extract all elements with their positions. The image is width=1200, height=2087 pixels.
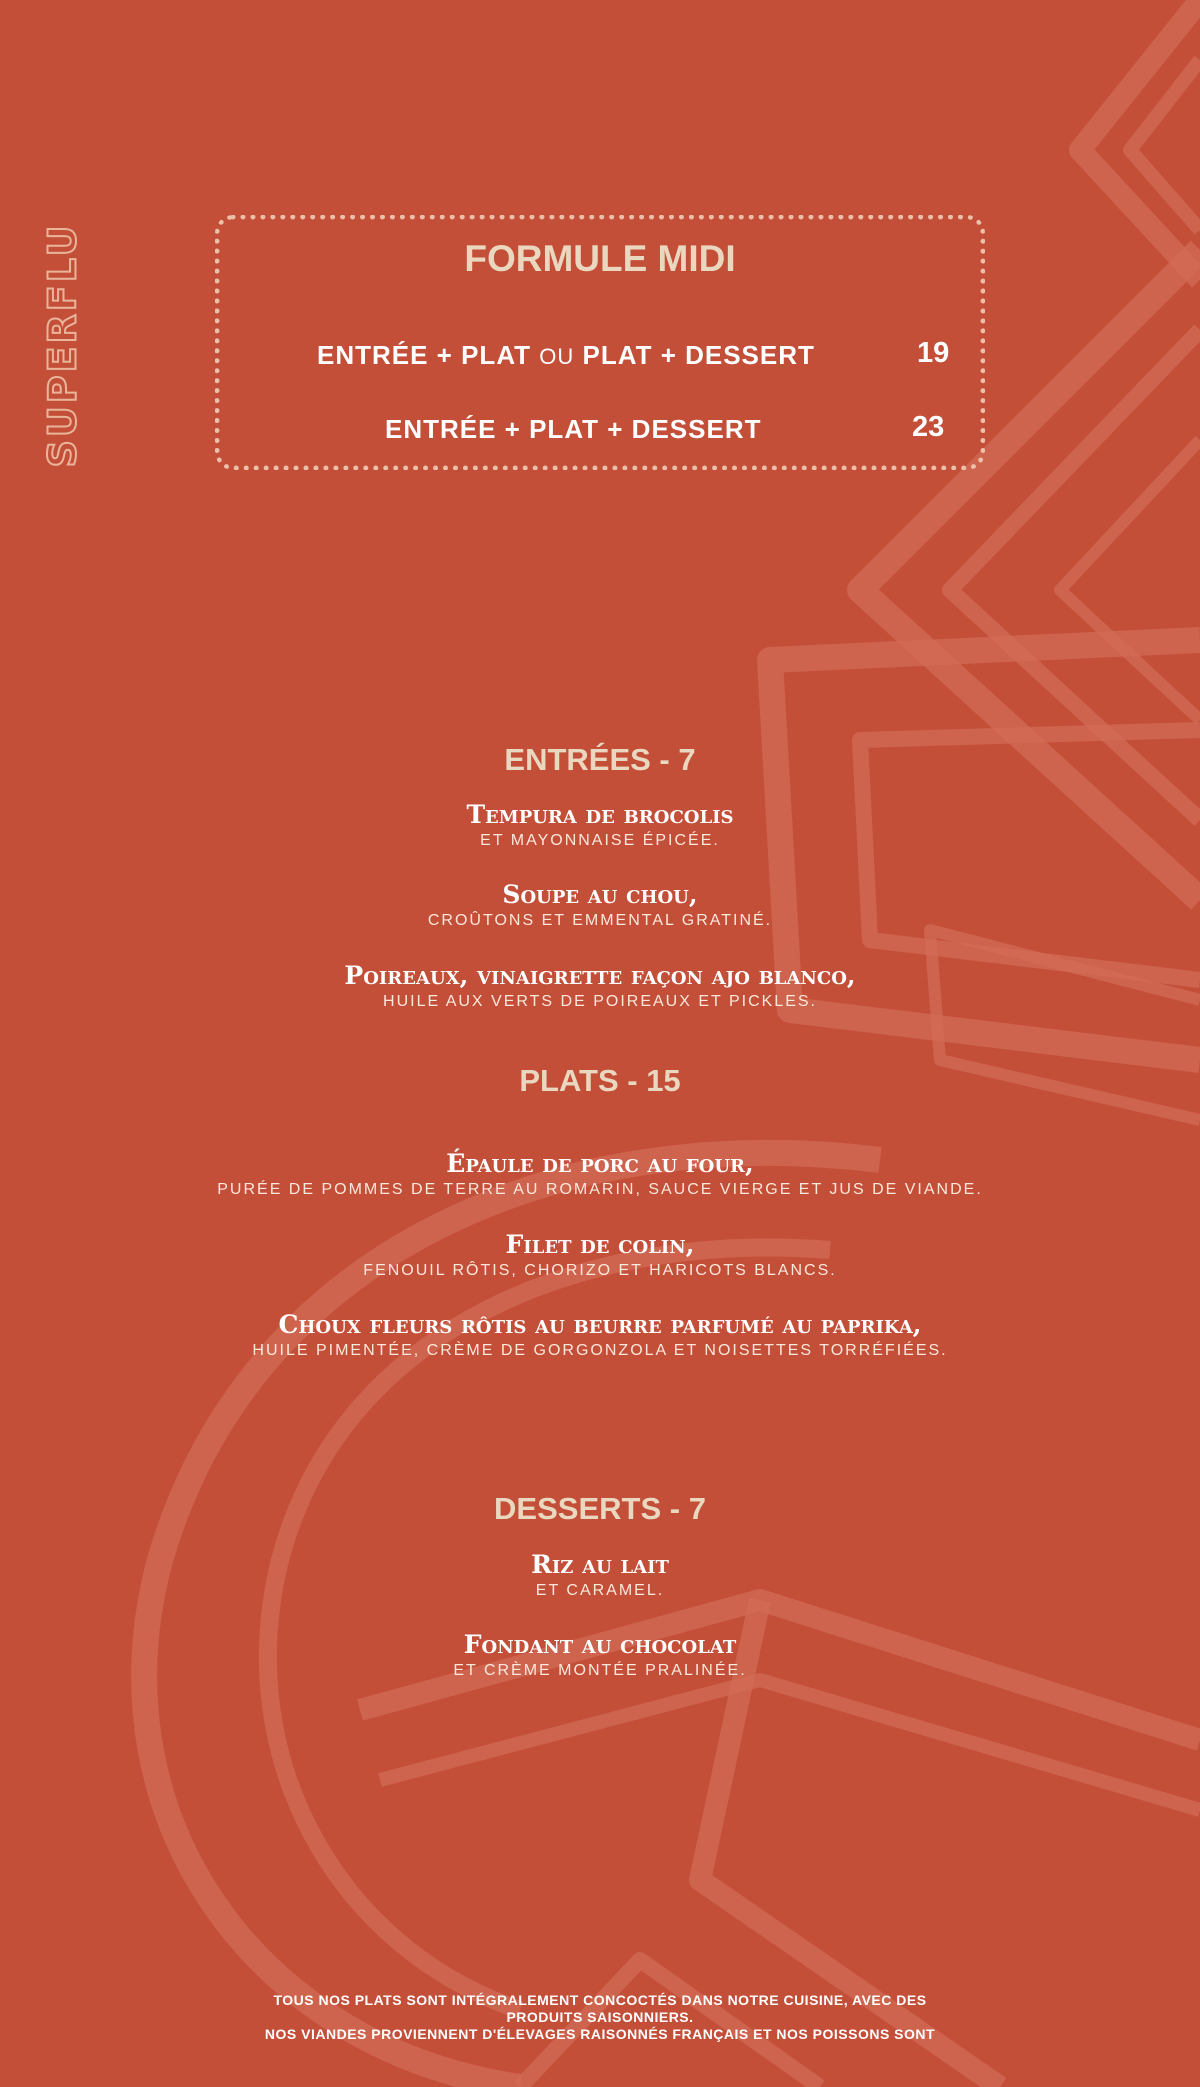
dish-name: Poireaux, vinaigrette façon ajo blanco, (344, 961, 856, 990)
dish-item (0, 1230, 1200, 1282)
section-title-entrees: ENTRÉES - 7 (504, 742, 696, 777)
dish-name: Épaule de porc au four, (446, 1149, 754, 1178)
dish-name: Fondant au chocolat (463, 1630, 737, 1659)
formule-title-container (215, 238, 985, 280)
dish-item (0, 800, 1200, 852)
footer-note (180, 1992, 1020, 2043)
dish-item (0, 1149, 1200, 1201)
formule-option-2-label: ENTRÉE + PLAT + DESSERT (385, 414, 762, 444)
footer-line-2: PRODUITS SAISONNIERS. (506, 2009, 694, 2025)
dish-description: ET MAYONNAISE ÉPICÉE. (480, 832, 720, 849)
dish-item (0, 1630, 1200, 1682)
formule-option-1-part2: PLAT + DESSERT (582, 340, 815, 370)
dish-item (0, 961, 1200, 1013)
dish-description: HUILE AUX VERTS DE POIREAUX ET PICKLES. (383, 993, 817, 1010)
section-title-desserts: DESSERTS - 7 (494, 1491, 706, 1526)
dish-name: Riz au lait (531, 1550, 669, 1579)
formule-title: FORMULE MIDI (464, 238, 736, 279)
dish-description: CROÛTONS ET EMMENTAL GRATINÉ. (427, 912, 773, 929)
formule-option-1 (317, 340, 815, 371)
brand-logo (40, 210, 85, 480)
brand-logo-text: SUPERFLU (40, 222, 85, 468)
dish-description: FENOUIL RÔTIS, CHORIZO ET HARICOTS BLANCS. (363, 1262, 837, 1279)
formule-option-1-price: 19 (917, 337, 950, 369)
dish-name: Choux fleurs rôtis au beurre parfumé au paprika, (278, 1310, 922, 1339)
formule-option-2-price: 23 (912, 411, 945, 443)
dish-description: HUILE PIMENTÉE, CRÈME DE GORGONZOLA ET NOISETTES TORRÉFIÉES. (252, 1342, 948, 1359)
dish-description: PURÉE DE POMMES DE TERRE AU ROMARIN, SAUCE VIERGE ET JUS DE VIANDE. (217, 1181, 983, 1198)
formule-option-2 (385, 414, 761, 445)
dish-name: Tempura de brocolis (466, 800, 734, 829)
dish-item (0, 880, 1200, 932)
footer-line-1: TOUS NOS PLATS SONT INTÉGRALEMENT CONCOCTÉS DANS NOTRE CUISINE, AVEC DES (273, 1992, 927, 2008)
footer-line-3: NOS VIANDES PROVIENNENT D'ÉLEVAGES RAISONNÉS FRANÇAIS ET NOS POISSONS SONT (264, 2026, 936, 2042)
dish-description: ET CRÈME MONTÉE PRALINÉE. (453, 1662, 747, 1679)
formule-option-1-connector: OU (539, 344, 575, 369)
dish-description: ET CARAMEL. (535, 1582, 665, 1599)
dish-item (0, 1310, 1200, 1362)
dish-item (0, 1550, 1200, 1602)
section-title-plats: PLATS - 15 (519, 1063, 681, 1098)
dish-name: Soupe au chou, (502, 880, 698, 909)
formule-option-1-part1: ENTRÉE + PLAT (317, 340, 532, 370)
dish-name: Filet de colin, (505, 1230, 695, 1259)
